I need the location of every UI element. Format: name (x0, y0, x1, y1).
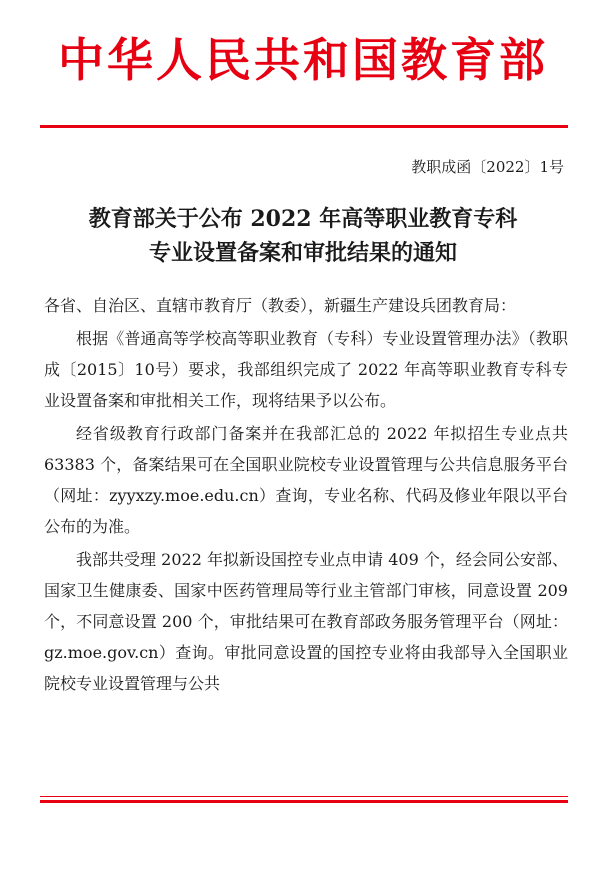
footer-red-rule-thin (40, 796, 568, 797)
letterhead-red-rule (40, 125, 568, 128)
footer-red-rule-thick (40, 800, 568, 803)
document-body (44, 290, 568, 701)
document-title-line-2: 专业设置备案和审批结果的通知 (148, 240, 457, 266)
document-number: 教职成函〔2022〕1号 (411, 158, 564, 176)
document-title (0, 202, 606, 270)
body-paragraph-1: 根据《普通高等学校高等职业教育（专科）专业设置管理办法》（教职成〔2015〕10号）要求，我部组织完成了 2022 年高等职业教育专科专业设置备案和审批相关工作，现将结果予以公布。 (44, 329, 568, 410)
document-title-line-1: 教育部关于公布 2022 年高等职业教育专科 (88, 206, 518, 232)
body-paragraph-2: 经省级教育行政部门备案并在我部汇总的 2022 年拟招生专业点共 63383 个，备案结果可在全国职业院校专业设置管理与公共信息服务平台（网址：zyyxzy.moe.edu.cn）查询，专业名称、代码及修业年限以平台公布的为准。 (44, 424, 568, 536)
agency-letterhead-title: 中华人民共和国教育部 (58, 33, 548, 87)
body-paragraph-3: 我部共受理 2022 年拟新设国控专业点申请 409 个，经会同公安部、国家卫生健康委、国家中医药管理局等行业主管部门审核，同意设置 209 个，不同意设置 200 个，审批结果可在教育部政务服务管理平台（网址：gz.moe.gov.cn）查询。审批同意设置的国控专业将由我部导入全国职业院校专业设置管理与公共 (44, 550, 568, 693)
salutation: 各省、自治区、直辖市教育厅（教委），新疆生产建设兵团教育局： (44, 296, 517, 315)
